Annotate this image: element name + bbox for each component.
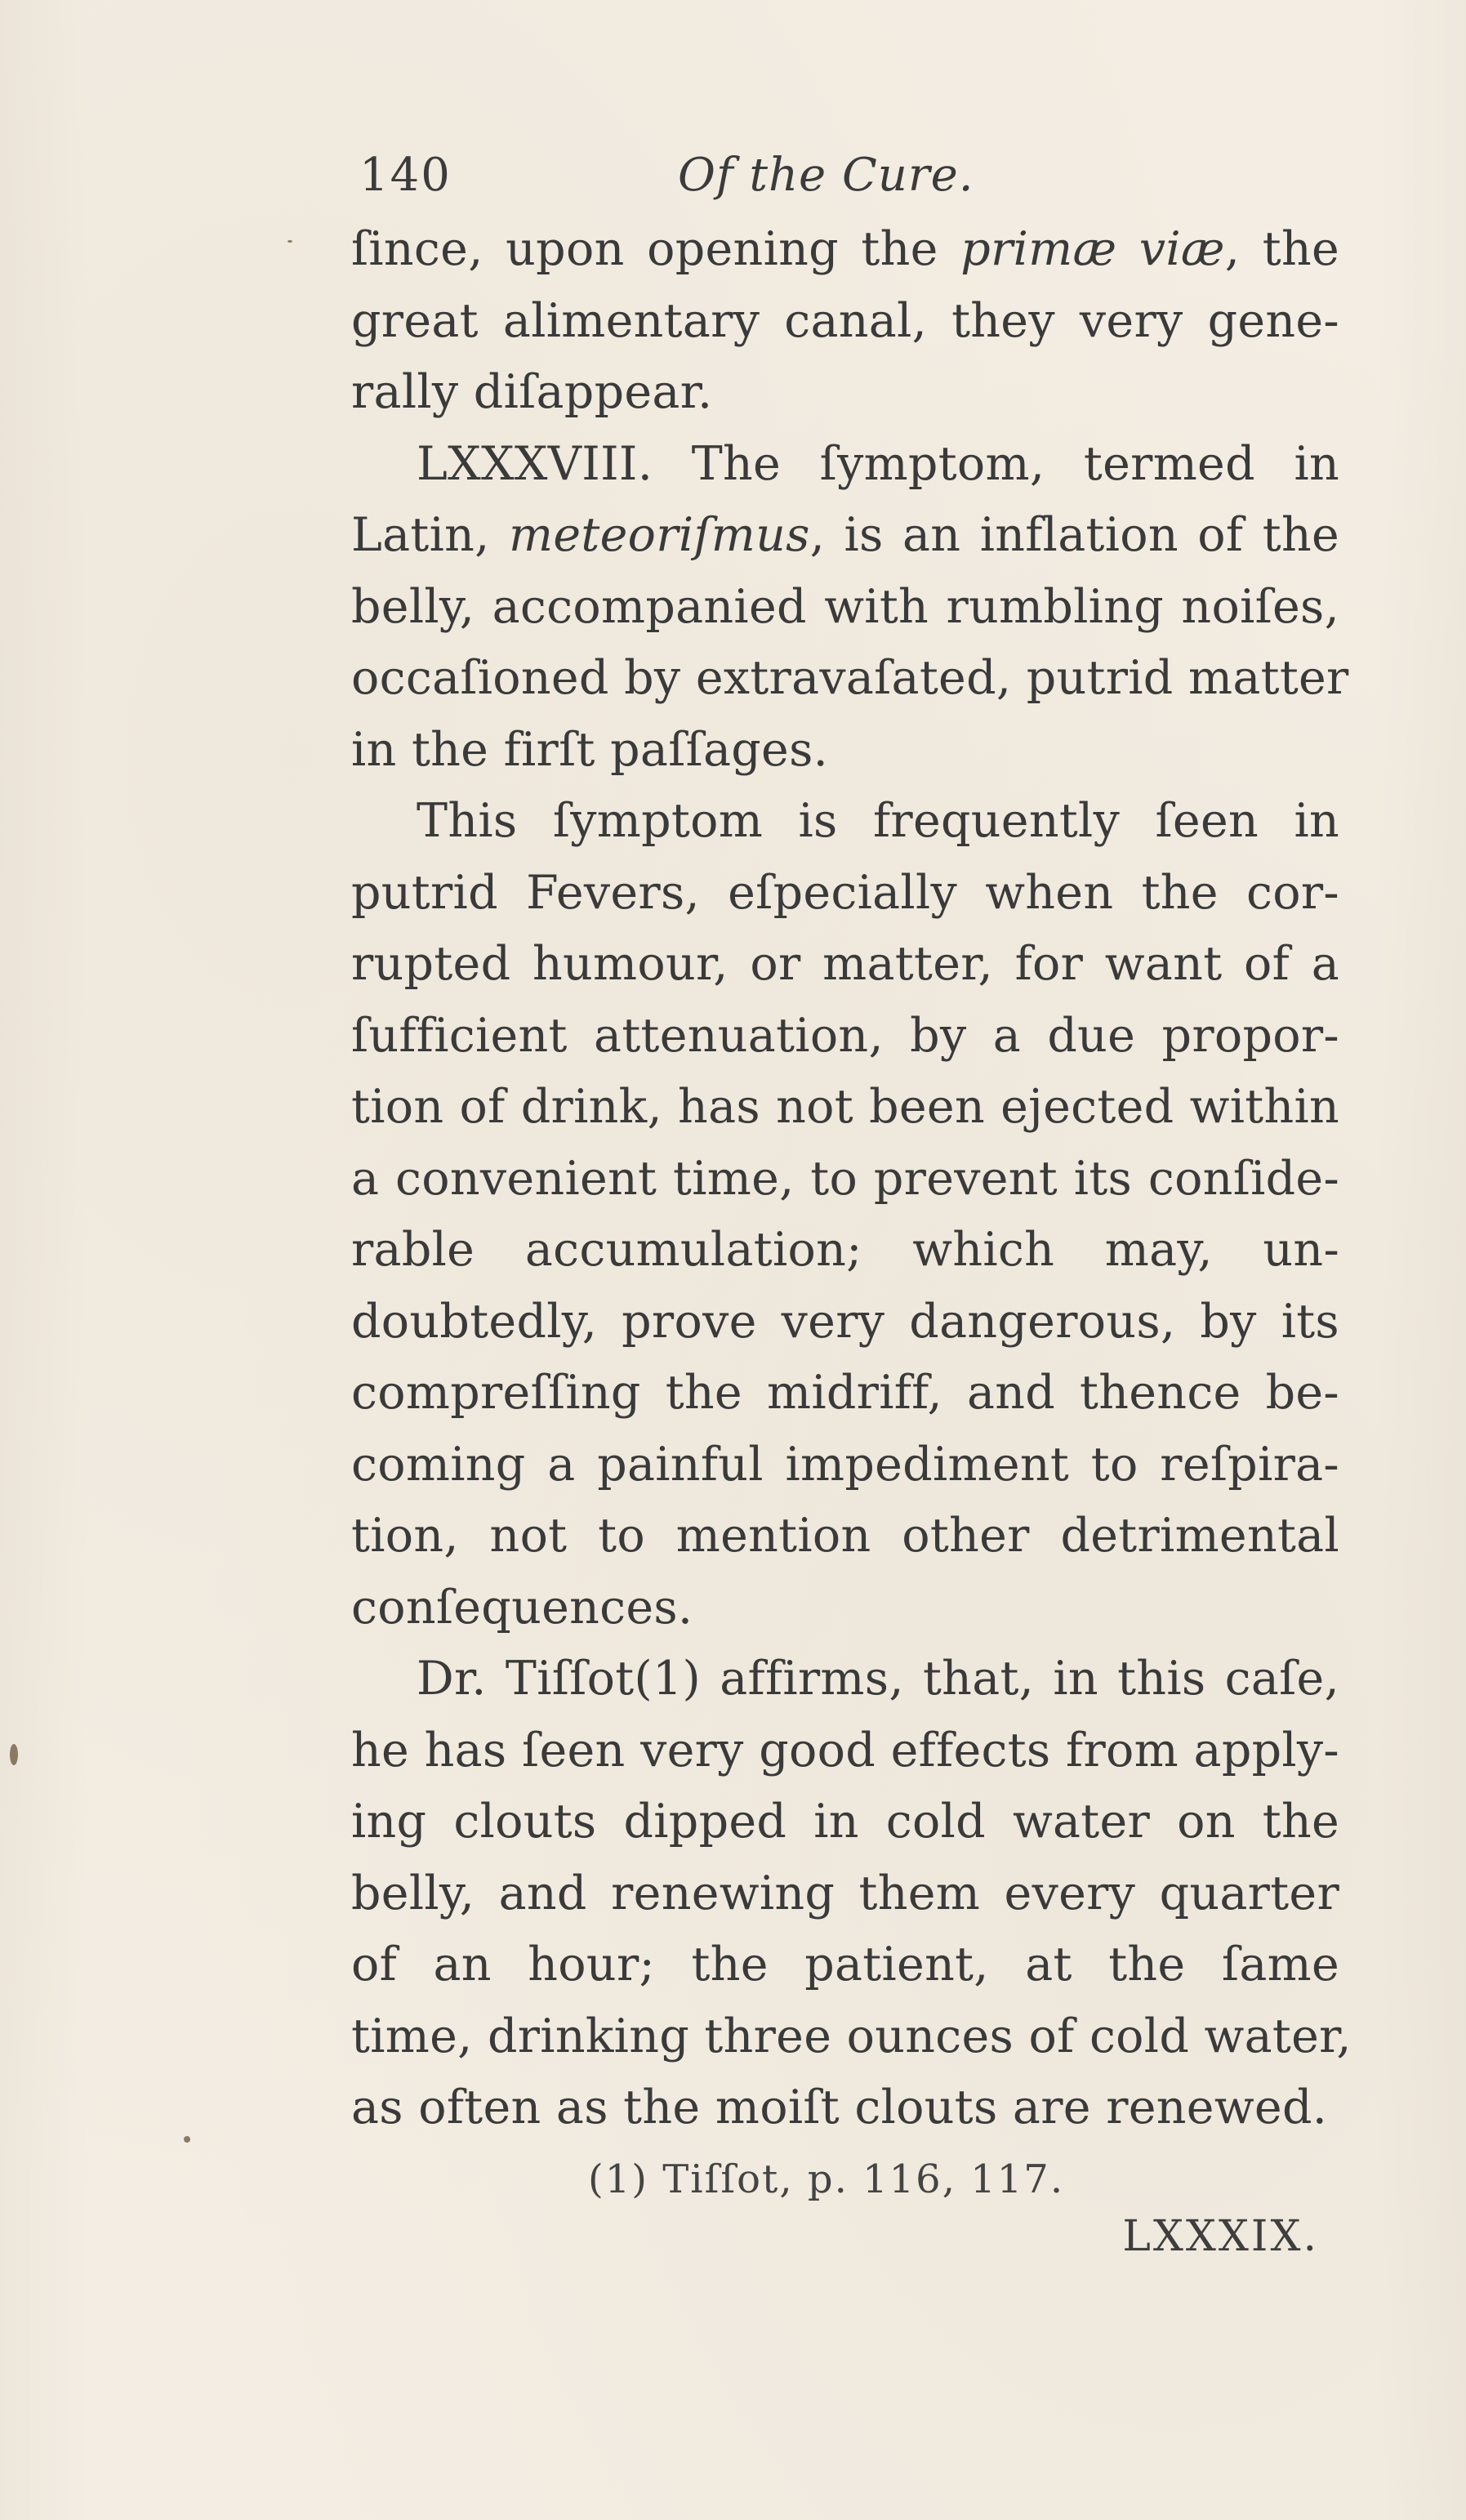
text-run: putrid Fevers, eſpecially when the cor-	[351, 865, 1339, 920]
text-run: tion of drink, has not been ejected within	[351, 1080, 1339, 1134]
text-run: belly, and renewing them every quarter	[351, 1866, 1339, 1920]
text-line	[351, 214, 1339, 286]
text-run: , is an inflation of the	[809, 508, 1339, 562]
catchword: LXXXIX.	[1122, 2212, 1319, 2261]
text-line	[351, 1429, 1339, 1501]
text-run: rally diſappear.	[351, 365, 713, 419]
text-run: he has ſeen very good effects from apply-	[351, 1723, 1339, 1777]
text-run: as often as the moiſt clouts are renewed.	[351, 2081, 1328, 2134]
text-line	[351, 1644, 1339, 1715]
text-run: , the	[1224, 222, 1339, 276]
text-line	[351, 929, 1339, 1001]
text-line	[351, 1786, 1339, 1858]
text-run: occaſioned by extravaſated, putrid matter	[351, 651, 1349, 705]
italic-term: primæ viæ	[960, 222, 1225, 276]
text-line	[351, 1358, 1339, 1429]
text-run: ing clouts dipped in cold water on the	[351, 1795, 1339, 1849]
text-line	[351, 1501, 1339, 1572]
body-text	[351, 214, 1352, 2144]
text-run: rable accumulation; which may, un-	[351, 1223, 1339, 1277]
text-line	[351, 2001, 1352, 2073]
text-run: coming a painful impediment to reſpira-	[351, 1437, 1339, 1492]
text-run: conſequences.	[351, 1580, 693, 1635]
text-run: tion, not to mention other detrimental	[351, 1509, 1339, 1563]
text-line	[351, 1572, 1339, 1644]
text-run: LXXXVIII. The ſymptom, termed in	[417, 436, 1339, 491]
text-run: Latin,	[351, 508, 510, 562]
paper-speck	[10, 1744, 18, 1765]
text-run: a convenient time, to prevent its conſide-	[351, 1151, 1339, 1206]
text-line	[351, 286, 1339, 358]
running-title: Of the Cure.	[678, 149, 974, 202]
text-line	[351, 1144, 1339, 1215]
page-header	[359, 139, 1094, 212]
text-line	[351, 1001, 1339, 1073]
text-line	[351, 858, 1339, 930]
text-run: in the firſt paſſages.	[351, 722, 829, 777]
footnote: (1) Tiſſot, p. 116, 117.	[588, 2156, 1065, 2202]
text-line	[351, 786, 1339, 858]
text-run: Dr. Tiſſot(1) affirms, that, in this caſe,	[417, 1652, 1339, 1706]
text-run: ſince, upon opening the	[351, 222, 961, 276]
text-line	[351, 715, 1339, 787]
text-line	[351, 1072, 1339, 1144]
text-run: compreſſing the midriff, and thence be-	[351, 1366, 1339, 1420]
text-run: rupted humour, or matter, for want of a	[351, 937, 1339, 991]
text-line	[351, 1715, 1339, 1787]
text-run: time, drinking three ounces of cold water,	[351, 2009, 1352, 2063]
text-line	[351, 572, 1339, 644]
text-line	[351, 2072, 1339, 2144]
text-line	[351, 1215, 1339, 1287]
text-line	[351, 1287, 1339, 1358]
text-run: great alimentary canal, they very gene-	[351, 293, 1339, 348]
text-run: doubtedly, prove very dangerous, by its	[351, 1294, 1339, 1349]
text-run: belly, accompanied with rumbling noiſes,	[351, 579, 1339, 634]
text-line	[351, 500, 1339, 572]
text-line	[351, 1858, 1339, 1930]
italic-term: meteoriſmus	[509, 508, 810, 562]
text-run: of an hour; the patient, at the ſame	[351, 1938, 1339, 1991]
text-line	[351, 643, 1349, 715]
paper-speck	[287, 240, 292, 243]
text-line	[351, 357, 1339, 429]
page-number: 140	[359, 149, 452, 202]
text-run: ſufficient attenuation, by a due propor-	[351, 1008, 1339, 1063]
paper-speck	[184, 2136, 190, 2143]
text-line	[351, 1929, 1339, 2001]
text-line	[351, 429, 1339, 501]
text-run: This ſymptom is frequently ſeen in	[417, 794, 1339, 848]
